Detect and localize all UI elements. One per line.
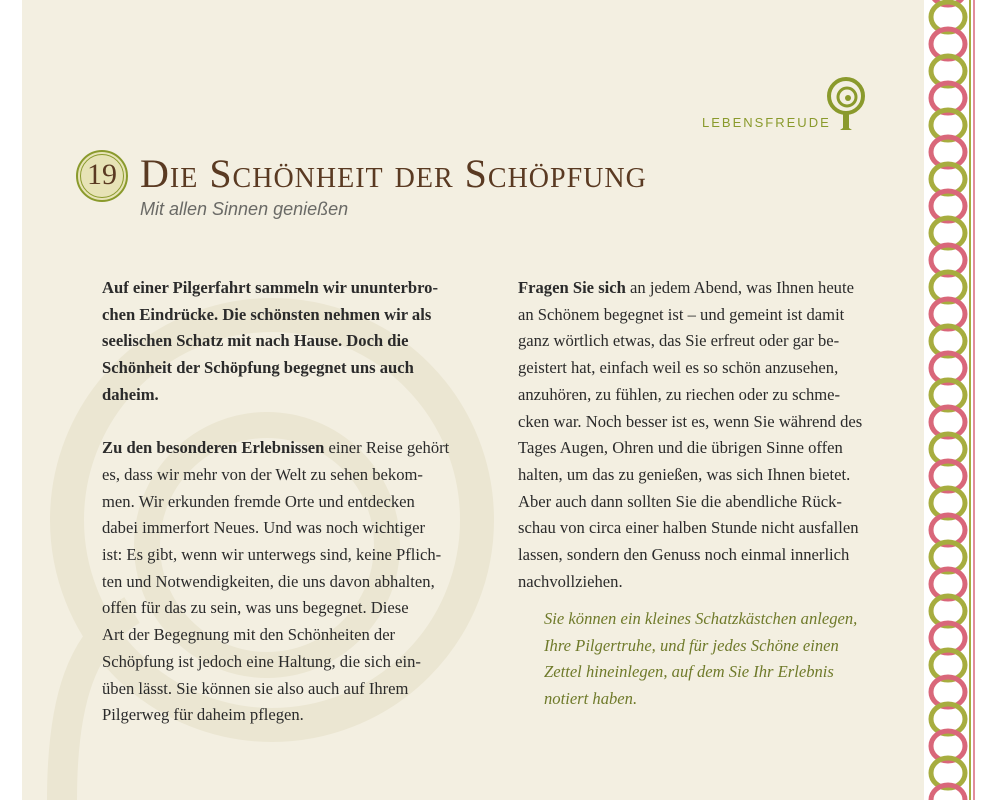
body-line: einer Reise gehört xyxy=(324,438,450,458)
tip-line: notiert haben. xyxy=(544,689,638,709)
right-line: Tages Augen, Ohren und die übrigen Sinne offen xyxy=(518,438,843,458)
body-line: Art der Begegnung mit den Schönheiten der xyxy=(102,625,396,645)
tip-paragraph xyxy=(544,606,904,713)
body-paragraph xyxy=(102,435,474,729)
page-title: Die Schönheit der Schöpfung xyxy=(140,151,647,196)
tip-line: Zettel hineinlegen, auf dem Sie Ihr Erlebnis xyxy=(544,662,834,682)
right-line: schau von circa einer halben Stunde nicht ausfallen xyxy=(518,518,859,538)
body-line: ten und Notwendigkeiten, die uns davon abhalten, xyxy=(102,571,435,591)
border-ring xyxy=(931,785,965,800)
body-lead-text: Zu den besonderen Erlebnissen xyxy=(102,438,325,458)
intro-line: Auf einer Pilgerfahrt sammeln wir ununterbro- xyxy=(102,278,438,297)
right-line: Aber auch dann sollten Sie die abendliche Rück- xyxy=(518,491,842,511)
right-line: nachvollziehen. xyxy=(518,571,623,591)
body-line: dabei immerfort Neues. Und was noch wichtiger xyxy=(102,518,426,538)
intro-paragraph xyxy=(102,275,474,409)
body-line: Schöpfung ist jedoch eine Haltung, die sich ein- xyxy=(102,651,421,671)
right-line: ganz wörtlich etwas, das Sie erfreut oder gar be- xyxy=(518,331,840,351)
body-line: men. Wir erkunden fremde Orte und entdecken xyxy=(102,491,415,511)
decorative-border xyxy=(924,0,1000,800)
tip-line: Ihre Pilgertruhe, und für jedes Schöne einen xyxy=(544,635,839,655)
book-page xyxy=(22,0,924,800)
right-paragraph xyxy=(518,275,908,595)
intro-line: seelischen Schatz mit nach Hause. Doch die xyxy=(102,331,409,351)
right-lead-text: Fragen Sie sich xyxy=(518,278,626,297)
right-column xyxy=(518,275,908,595)
tree-spiral-icon xyxy=(822,76,874,132)
section-label: LEBENSFREUDE xyxy=(702,115,831,130)
intro-line: chen Eindrücke. Die schönsten nehmen wir als xyxy=(102,304,432,324)
body-line: es, dass wir mehr von der Welt zu sehen bekom- xyxy=(102,464,423,484)
right-line: anzuhören, zu fühlen, zu riechen oder zu schme- xyxy=(518,384,841,404)
tip-line: Sie können ein kleines Schatzkästchen anlegen, xyxy=(544,609,858,628)
intro-line: daheim. xyxy=(102,384,159,404)
right-line: halten, um das zu genießen, was sich Ihnen bietet. xyxy=(518,464,851,484)
interlaced-rings-border xyxy=(924,0,1000,800)
right-line: an Schönem begegnet ist – und gemeint ist damit xyxy=(518,304,845,324)
chapter-number-badge: 19 xyxy=(76,150,128,202)
intro-line: Schönheit der Schöpfung begegnet uns auch xyxy=(102,358,414,378)
right-line: cken war. Noch besser ist es, wenn Sie während des xyxy=(518,411,863,431)
right-line: geistert hat, einfach weil es so schön anzusehen, xyxy=(518,358,839,378)
body-line: üben lässt. Sie können sie also auch auf Ihrem xyxy=(102,678,409,698)
right-line: an jedem Abend, was Ihnen heute xyxy=(625,278,854,297)
left-column xyxy=(102,275,474,729)
right-line: lassen, sondern den Genuss noch einmal innerlich xyxy=(518,545,850,565)
page-subtitle: Mit allen Sinnen genießen xyxy=(140,199,349,219)
body-line: ist: Es gibt, wenn wir unterwegs sind, keine Pflich- xyxy=(102,545,442,565)
body-line: offen für das zu sein, was uns begegnet. Diese xyxy=(102,598,409,618)
body-line: Pilgerweg für daheim pflegen. xyxy=(102,705,304,725)
